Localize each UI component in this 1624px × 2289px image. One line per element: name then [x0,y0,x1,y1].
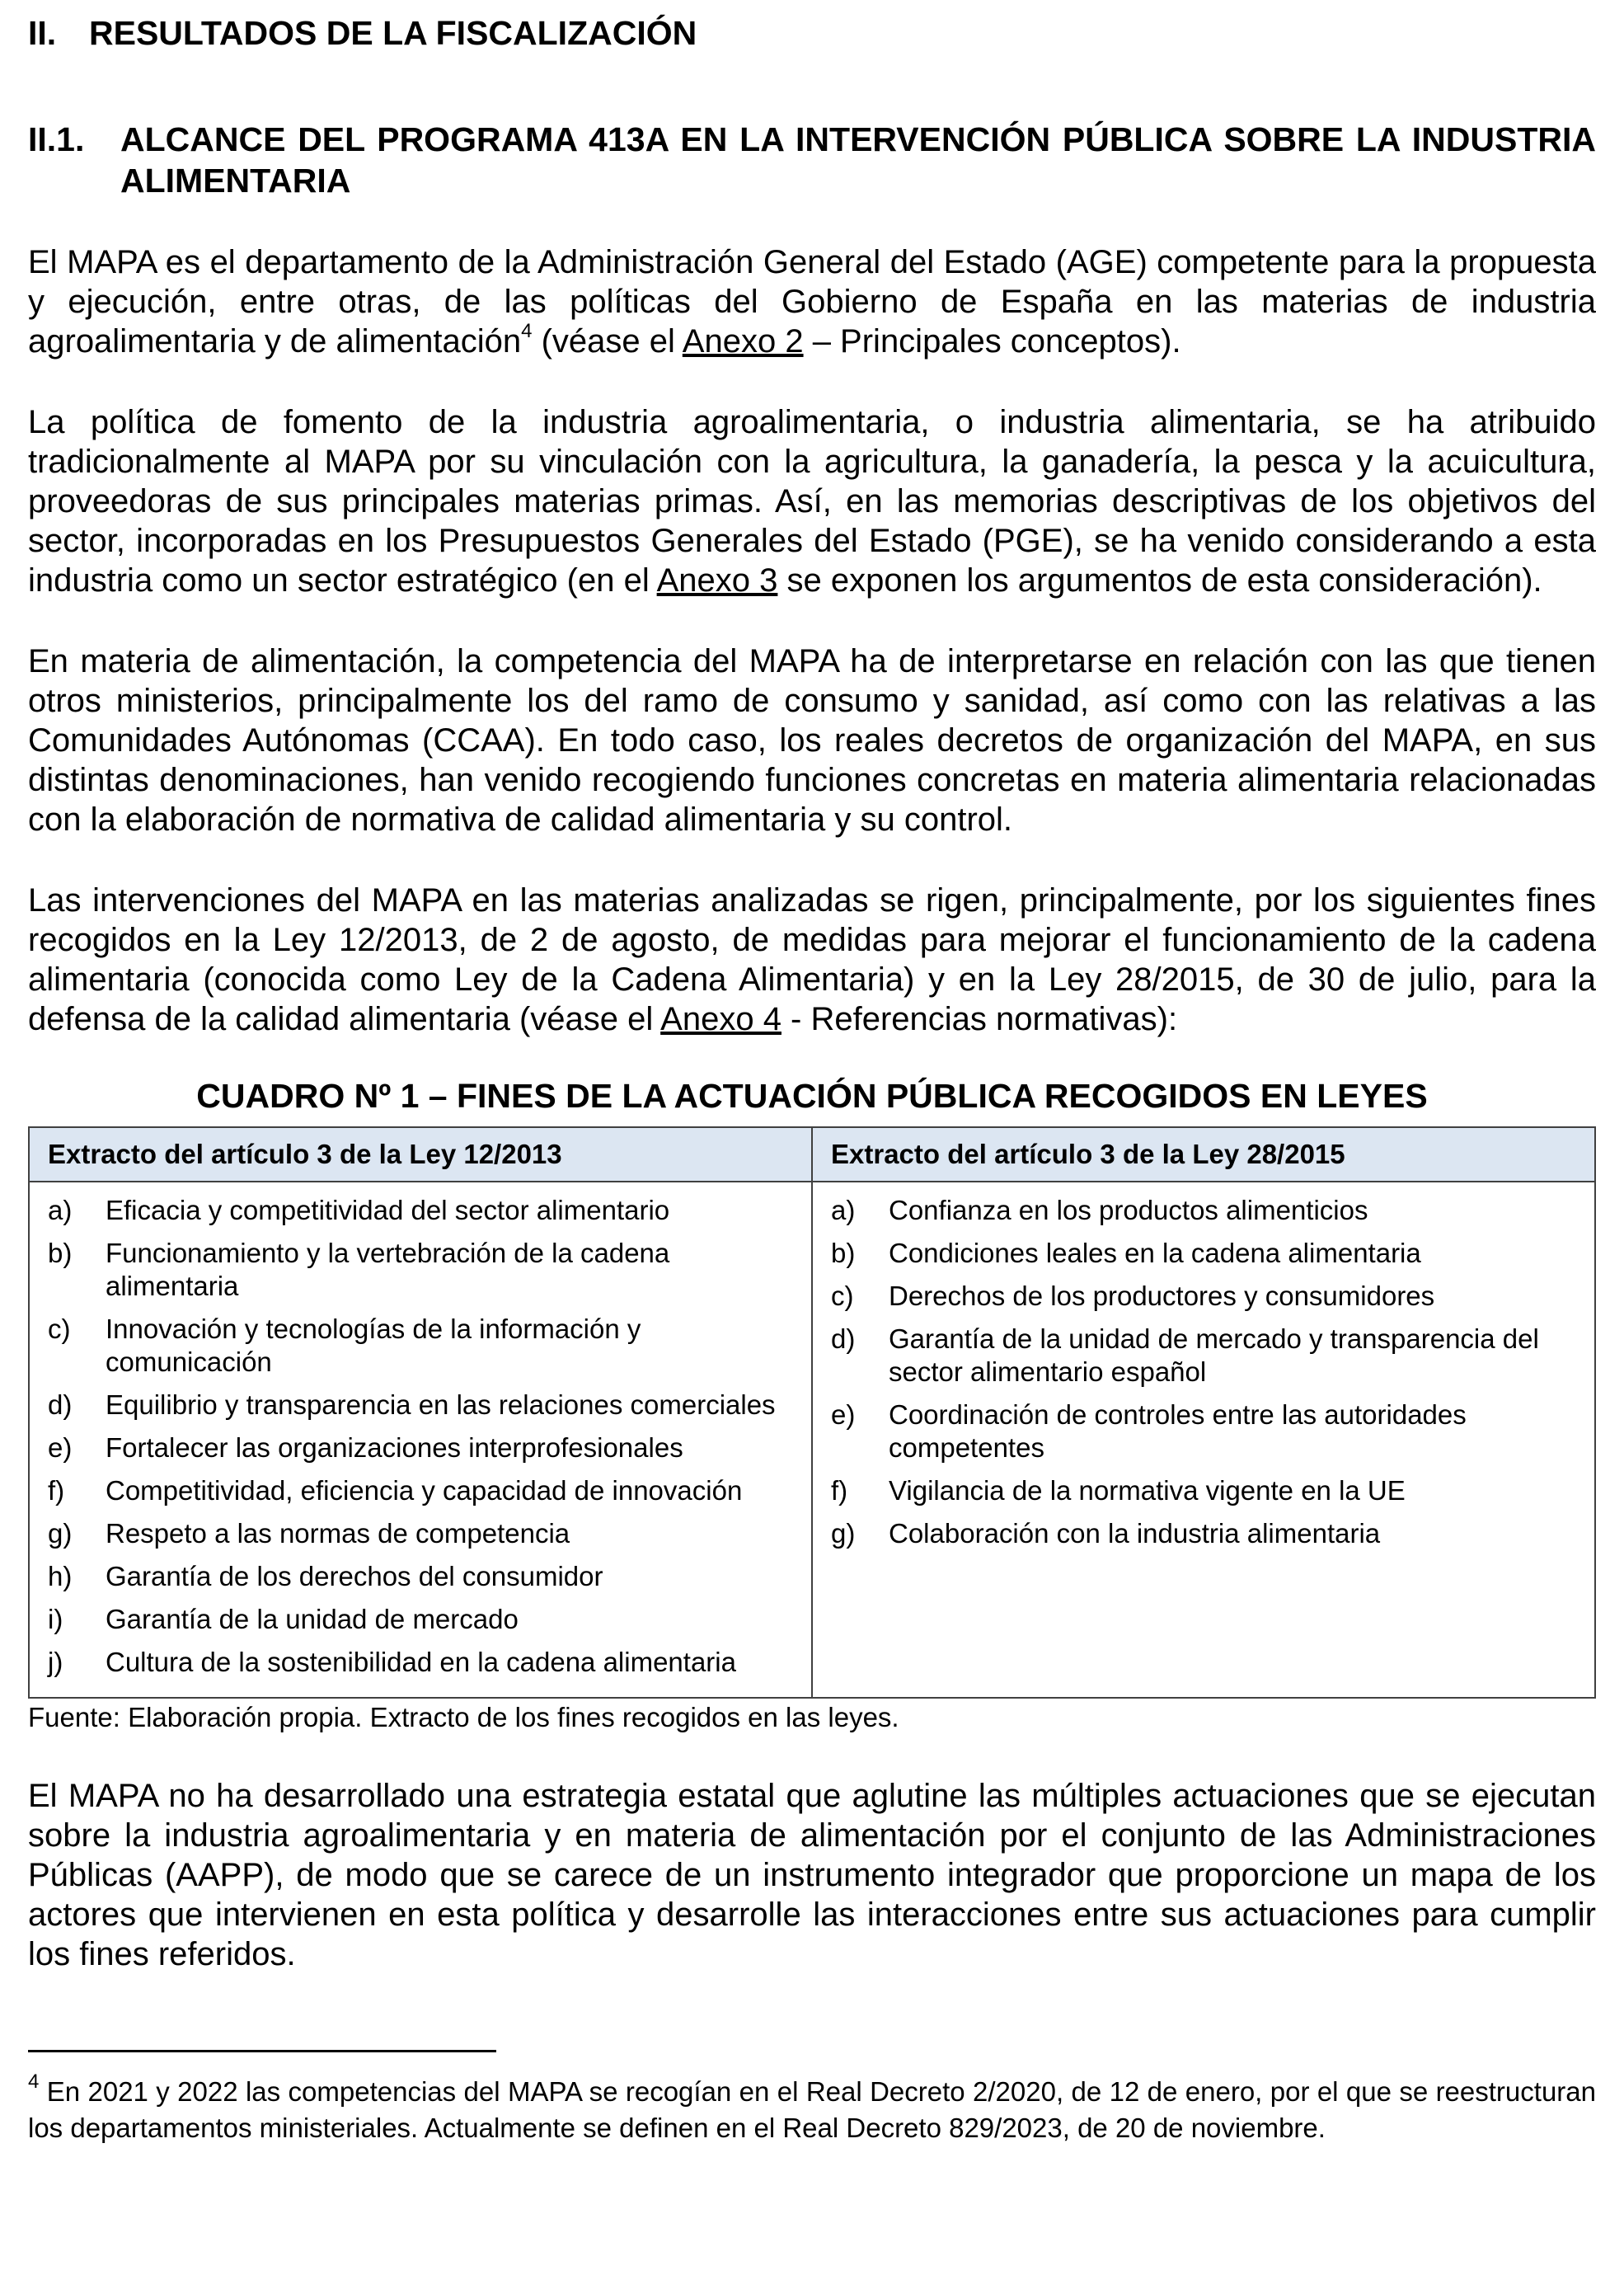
item-text: Respeto a las normas de competencia [106,1518,570,1549]
list-item [48,1560,793,1593]
paragraph-text: (véase el [532,323,683,360]
fines-table [28,1126,1596,1699]
annex-4-link[interactable]: Anexo 4 [660,1001,781,1037]
section-heading [28,12,1596,54]
item-text: Confianza en los productos alimenticios [889,1195,1368,1225]
paragraph-text: – Principales conceptos). [803,323,1181,360]
item-label: g) [831,1518,856,1549]
subsection-number: II.1. [28,120,85,158]
column-header-ley-12-2013: Extracto del artículo 3 de la Ley 12/2013 [29,1127,812,1182]
table-header-row [29,1127,1595,1182]
section-number: II. [28,14,57,52]
column-header-ley-28-2015: Extracto del artículo 3 de la Ley 28/2015 [812,1127,1595,1182]
list-item [48,1194,793,1227]
right-column-cell [812,1182,1595,1698]
list-item [831,1517,1576,1550]
item-label: c) [831,1281,854,1311]
list-item [831,1237,1576,1270]
item-text: Coordinación de controles entre las autoridades competentes [889,1399,1467,1463]
footnote-text: En 2021 y 2022 las competencias del MAPA se recogían en el Real Decreto 2/2020, de 12 de enero, por el que se reestructuran los departamentos ministeriales. Actualmente se definen en el Real Decreto 829/2023, de 20 de noviembre. [28,2076,1596,2143]
list-item [48,1646,793,1679]
footnote-ref[interactable]: 4 [521,319,533,342]
paragraph-text: - Referencias normativas): [781,1001,1178,1037]
item-label: g) [48,1518,73,1549]
list-item [48,1431,793,1464]
item-label: b) [48,1238,73,1268]
table-row [29,1182,1595,1698]
section-title: RESULTADOS DE LA FISCALIZACIÓN [89,14,697,52]
list-item [48,1389,793,1422]
table-source: Fuente: Elaboración propia. Extracto de los fines recogidos en las leyes. [28,1702,899,1732]
annex-2-link[interactable]: Anexo 2 [682,323,804,360]
table-title: CUADRO Nº 1 – FINES DE LA ACTUACIÓN PÚBLICA RECOGIDOS EN LEYES [196,1077,1428,1115]
item-label: i) [48,1604,63,1634]
footnote-number: 4 [28,2070,40,2093]
list-item [831,1194,1576,1227]
item-label: a) [48,1195,73,1225]
item-label: d) [48,1389,73,1420]
list-item [48,1313,793,1379]
paragraph-text: La política de fomento de la industria agroalimentaria, o industria alimentaria, se ha atribuido tradicionalmente al MAPA por su vinculación con la agricultura, la ganadería, la pesca y la acuicultura, proveedoras de sus principales materias primas. Así, en las memorias descriptivas de los objetivos del sector, incorporadas en los Presupuestos Generales del Estado (PGE), se ha venido considerando a esta industria como un sector estratégico (en el [28,404,1596,599]
list-item [831,1280,1576,1313]
list-item [831,1323,1576,1389]
item-label: a) [831,1195,856,1225]
list-item [48,1474,793,1507]
item-text: Funcionamiento y la vertebración de la cadena alimentaria [106,1238,670,1301]
list-item [831,1398,1576,1464]
item-label: c) [48,1314,71,1344]
paragraph-text: Las intervenciones del MAPA en las materias analizadas se rigen, principalmente, por los siguientes fines recogidos en la Ley 12/2013, de 2 de agosto, de medidas para mejorar el funcionamiento de la cadena alimentaria (conocida como Ley de la Cadena Alimentaria) y en la Ley 28/2015, de 30 de julio, para la defensa de la calidad alimentaria (véase el [28,882,1596,1037]
item-text: Derechos de los productores y consumidores [889,1281,1435,1311]
paragraph-3: En materia de alimentación, la competencia del MAPA ha de interpretarse en relación con las que tienen otros ministerios, principalmente los del ramo de consumo y sanidad, así como con las relativas a las Comunidades Autónomas (CCAA). En todo caso, los reales decretos de organización del MAPA, en sus distintas denominaciones, han venido recogiendo funciones concretas en materia alimentaria relacionadas con la elaboración de normativa de calidad alimentaria y su control. [28,643,1596,838]
item-text: Innovación y tecnologías de la información y comunicación [106,1314,641,1377]
left-column-cell [29,1182,812,1698]
item-text: Colaboración con la industria alimentaria [889,1518,1381,1549]
item-text: Cultura de la sostenibilidad en la cadena alimentaria [106,1647,736,1677]
subsection-heading [28,119,1596,201]
item-label: f) [48,1475,65,1506]
footnote-4 [28,2070,1596,2146]
item-text: Garantía de los derechos del consumidor [106,1561,603,1591]
paragraph-2 [28,402,1596,600]
item-label: h) [48,1561,73,1591]
list-item [48,1517,793,1550]
item-text: Equilibrio y transparencia en las relaciones comerciales [106,1389,776,1420]
paragraph-1 [28,242,1596,361]
item-label: e) [48,1432,73,1463]
item-text: Garantía de la unidad de mercado [106,1604,519,1634]
item-label: e) [831,1399,856,1430]
item-text: Eficacia y competitividad del sector alimentario [106,1195,670,1225]
paragraph-5: El MAPA no ha desarrollado una estrategia estatal que aglutine las múltiples actuaciones que se ejecutan sobre la industria agroalimentaria y en materia de alimentación por el conjunto de las Administraciones Públicas (AAPP), de modo que se carece de un instrumento integrador que proporcione un mapa de los actores que intervienen en esta política y desarrolle las interacciones entre sus actuaciones para cumplir los fines referidos. [28,1778,1596,1972]
item-text: Condiciones leales en la cadena alimentaria [889,1238,1421,1268]
paragraph-4 [28,881,1596,1039]
item-label: b) [831,1238,856,1268]
item-label: f) [831,1475,848,1506]
item-text: Vigilancia de la normativa vigente en la UE [889,1475,1406,1506]
annex-3-link[interactable]: Anexo 3 [656,562,778,599]
list-item [831,1474,1576,1507]
paragraph-text: se exponen los argumentos de esta consideración). [777,562,1542,599]
item-label: j) [48,1647,63,1677]
paragraph-text: El MAPA es el departamento de la Administración General del Estado (AGE) competente para la propuesta y ejecución, entre otras, de las políticas del Gobierno de España en las materias de industria agroalimentaria y de alimentación [28,244,1596,360]
subsection-title: ALCANCE DEL PROGRAMA 413A EN LA INTERVENCIÓN PÚBLICA SOBRE LA INDUSTRIA ALIMENTARIA [120,120,1596,200]
item-text: Fortalecer las organizaciones interprofesionales [106,1432,683,1463]
list-item [48,1237,793,1303]
footnote-separator [28,2050,496,2052]
item-label: d) [831,1323,856,1354]
item-text: Competitividad, eficiencia y capacidad de innovación [106,1475,743,1506]
list-item [48,1603,793,1636]
item-text: Garantía de la unidad de mercado y transparencia del sector alimentario español [889,1323,1539,1387]
